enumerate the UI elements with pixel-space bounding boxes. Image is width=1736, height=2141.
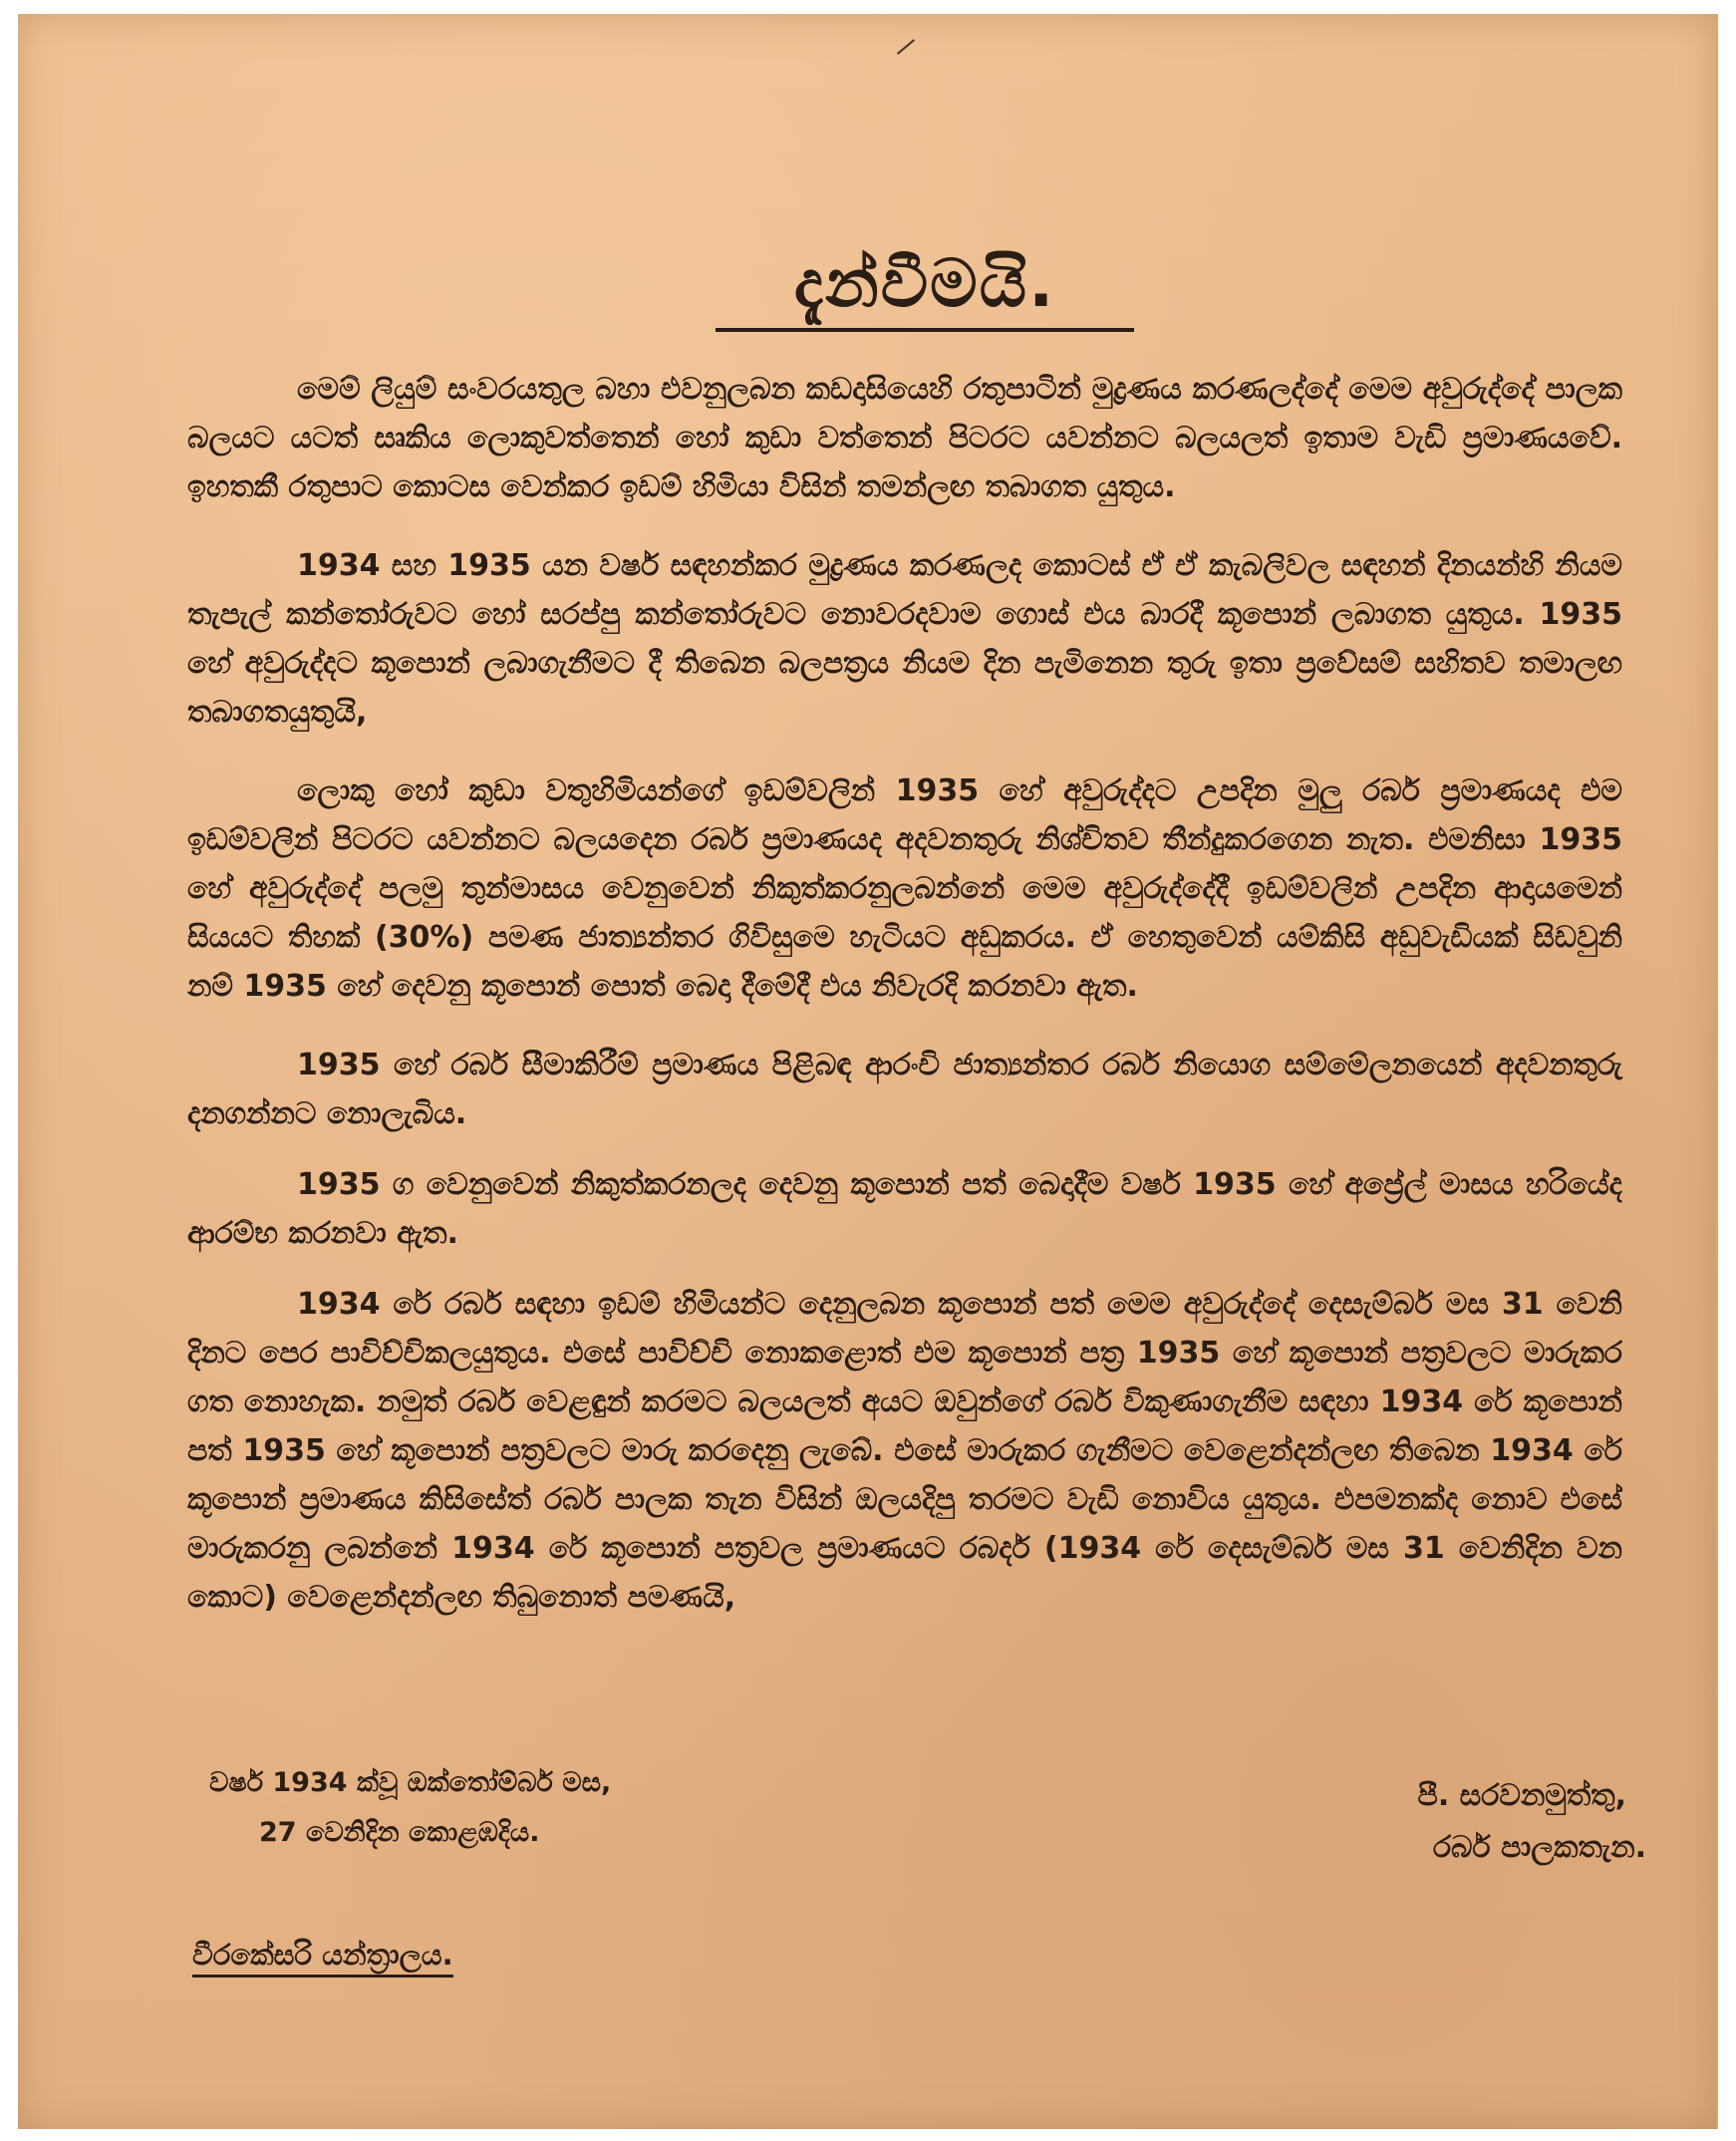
paragraph-4: 1935 හේ රබර් සීමාකිරීම් ප්‍රමාණය පිළිබඳ ආරංචි ජාත්‍යන්තර රබර් නියොග සම්මේලනයෙන් අදවනතුරු දනගන්නට නොලැබිය. (187, 1048, 1622, 1131)
paragraph-1: මෙම් ලියුම් සංවරයතුල බහා එවනුලබන කඩදාසියෙහි රතුපාටින් මුද්‍රණය කරණලද්දේ මෙම අවුරුද්දේ පාලක බලයට යටත් සෘකිය ලොකුවත්තෙන් හෝ කුඩා වත්තෙන් පිටරට යවන්නට බලයලත් ඉතාම වැඩි ප්‍රමාණයවේ. ඉහතකී රතුපාට කොටස වෙන්කර ඉඩම් හිමියා විසින් තමන්ලඟ තබාගත යුතුය. (187, 372, 1622, 504)
paragraph-6: 1934 රේ රබර් සඳහා ඉඩම් හිමියන්ට දෙනුලබන කූපොන් පත් මෙම අවුරුද්දේ දෙසැම්බර් මස 31 වෙනි දිනට පෙර පාවිච්චිකලයුතුය. එසේ පාවිච්චි නොකළොත් එම කූපොන් පත්‍ර 1935 හේ කූපොන් පත්‍රවලට මාරුකර ගත නොහැක. නමුත් රබර් වෙළඳුන් කරමට බලයලත් අයට ඔවුන්ගේ රබර් විකුණාගැනීම සඳහා 1934 රේ කූපොන් පත් 1935 හේ කූපොන් පත්‍රවලට මාරු කරදෙනු ලැබේ. එසේ මාරුකර ගැනීමට වෙළෙන්දන්ලඟ තිබෙන 1934 රේ කූපොන් ප්‍රමාණය කිසිසේත් රබර් පාලක තැන විසින් ඔලයදිපු තරමට වැඩි නොවිය යුතුය. එපමනක්ද නොව එසේ මාරුකරනු ලබන්නේ 1934 රේ කූපොන් පත්‍රවල ප්‍රමාණයට රබර්ද (1934 රේ දෙසැම්බර් මස 31 වෙනිදින වන කොට) වෙළෙන්දන්ලඟ තිබුනොත් පමණයි, (187, 1287, 1622, 1615)
signatory-title: රබර් පාලකතැන. (1432, 1830, 1646, 1865)
paragraph-3: ලොකු හෝ කුඩා වතුහිමියන්ගේ ඉඩම්වලින් 1935 හේ අවුරුද්දට උපදින මුලු රබර් ප්‍රමාණයද එම ඉඩම්වලින් පිටරට යවන්නට බලයදෙන රබර් ප්‍රමාණයද අදවනතුරු නිශ්චිතව තීන්දුකරගෙන නැත. එමනිසා 1935 හේ අවුරුද්දේ පලමු තුන්මාසය වෙනුවෙන් නිකුත්කරනුලබන්නේ මෙම අවුරුද්දේදී ඉඩම්වලින් උපදින ආදායමෙන් සියයට තිහක් (30%) පමණ ජාත්‍යන්තර ගිවිසුමෙ හැටියට අඩුකරය. ඒ හෙතුවෙන් යම්කිසි අඩුවැඩියක් සිඩවුනි නම් 1935 හේ දෙවනු කූපොන් පොත් බෙදා දීමේදී එය නිවැරදි කරනවා ඇත. (187, 773, 1622, 1004)
signatory-name: පී. සරවනමුත්තු, (1417, 1778, 1626, 1813)
notice-body (187, 365, 1622, 1652)
printer-imprint: වීරකේසරි යන්ත්‍රාලය. (192, 1938, 453, 1978)
paragraph-5: 1935 ග වෙනුවෙන් නිකුත්කරනලද දෙවනු කූපොන් පත් බෙදාදීම වර්ෂ 1935 හේ අප්‍රේල් මාසය හරියේද ආරම්භ කරනවා ඇත. (187, 1167, 1622, 1251)
date-line-2: 27 වෙනිදින කොළඹදිය. (259, 1817, 540, 1848)
paragraph-2: 1934 සහ 1935 යන වර්ෂ සඳහන්කර මුද්‍රණය කරණලද කොටස් ඒ ඒ කැබලිවල සඳහන් දිනයන්හි නියම තැපැල් කන්තෝරුවට හෝ සරප්පු කන්තෝරුවට නොවරදවාම ගොස් එය බාරදී කූපොන් ලබාගත යුතුය. 1935 හේ අවුරුද්දට කූපොන් ලබාගැනීමට දී තිබෙන බලපත්‍රය නියම දින පැමිනෙන තුරු ඉතා ප්‍රවේසම් සහිතව තමාලඟ තබාගතයුතුයි, (187, 548, 1622, 730)
date-line-1: වර්ෂ 1934 ක්වූ ඔක්තෝම්බර් මස, (209, 1767, 612, 1798)
date-block (209, 1758, 611, 1858)
signature-block (1228, 1770, 1646, 1874)
notice-sheet (18, 14, 1718, 2129)
ink-mark (897, 39, 915, 55)
notice-title: දැන්වීමයි. (716, 245, 1134, 332)
